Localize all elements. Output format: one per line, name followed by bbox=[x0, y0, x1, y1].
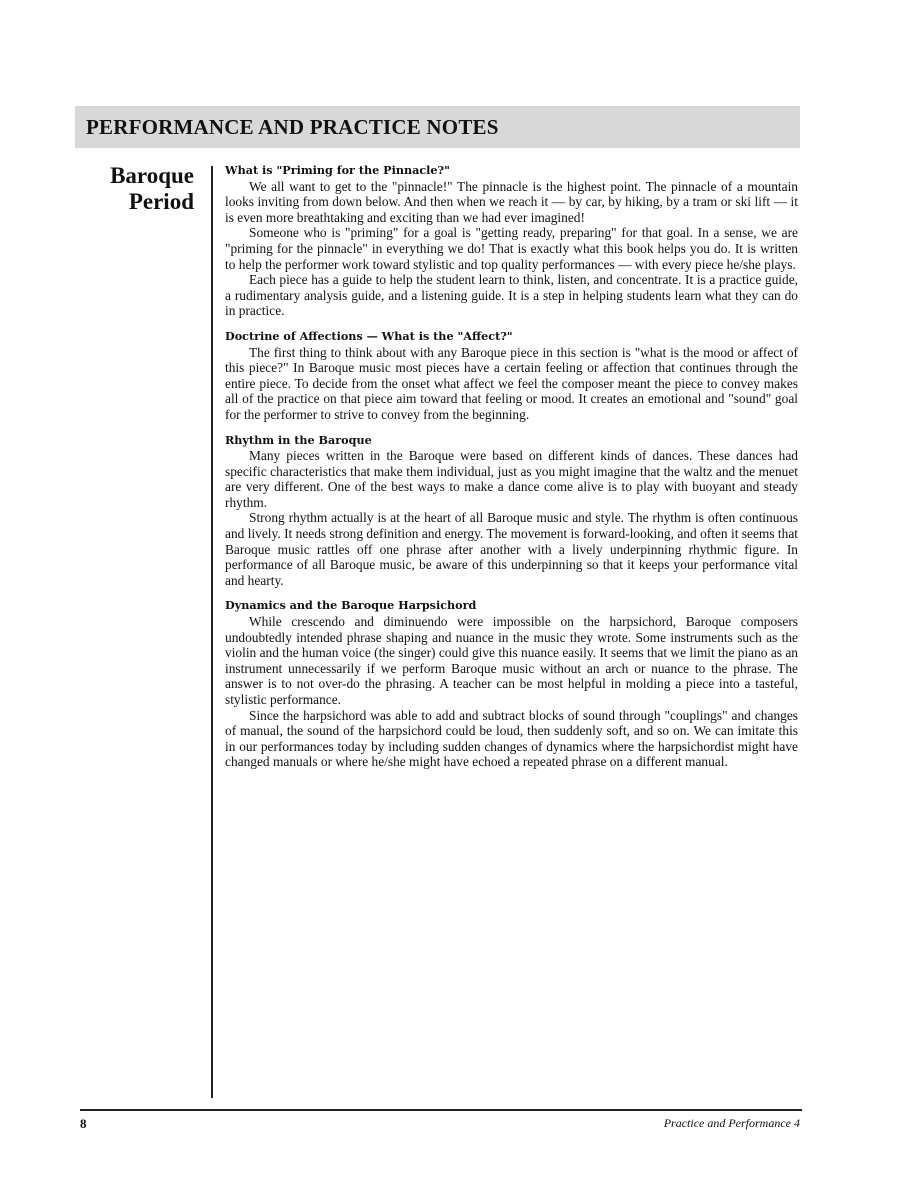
section-heading: Doctrine of Affections — What is the "Affect?" bbox=[225, 328, 513, 343]
section-heading: Rhythm in the Baroque bbox=[225, 432, 372, 447]
paragraph: Each piece has a guide to help the student learn to think, listen, and concentrate. It is a practice guide, a rudimentary analysis guide, and a listening guide. It is a step in helping students learn what they can do in practice. bbox=[225, 272, 798, 319]
section-banner bbox=[75, 106, 800, 148]
section-dynamics bbox=[225, 598, 798, 770]
section-affections bbox=[225, 329, 798, 423]
notes-body bbox=[225, 163, 798, 780]
paragraph: Someone who is "priming" for a goal is "getting ready, preparing" for that goal. In a sense, we are "priming for the pinnacle" in everything we do! That is exactly what this book helps you do. It is written to help the performer work toward stylistic and top quality performances — with every piece he/she plays. bbox=[225, 225, 798, 272]
period-label-line1: Baroque bbox=[110, 163, 194, 188]
page-number: 8 bbox=[80, 1116, 87, 1131]
paragraph: Strong rhythm actually is at the heart of all Baroque music and style. The rhythm is often continuous and lively. It needs strong definition and energy. The movement is forward-looking, and often it seems that Baroque music rattles off one phrase after another with a lively underpinning rhythmic figure. In performance of all Baroque music, be aware of this underpinning so that it keeps your performance vital and hearty. bbox=[225, 510, 798, 588]
section-heading: Dynamics and the Baroque Harpsichord bbox=[225, 598, 477, 613]
paragraph: We all want to get to the "pinnacle!" The pinnacle is the highest point. The pinnacle of a mountain looks inviting from down below. And then when we reach it — by car, by hiking, by a tram or ski lift — it is even more breathtaking and exciting than we had ever imagined! bbox=[225, 178, 798, 225]
vertical-divider bbox=[211, 166, 213, 1098]
period-label-line2: Period bbox=[128, 189, 194, 214]
section-priming bbox=[225, 163, 798, 319]
footer-divider bbox=[80, 1109, 802, 1111]
section-heading: What is "Priming for the Pinnacle?" bbox=[225, 163, 450, 177]
paragraph: The first thing to think about with any Baroque piece in this section is "what is the mood or affect of this piece?" In Baroque music most pieces have a certain feeling or affection that continues through the entire piece. To decide from the onset what affect we feel the composer meant the piece to convey makes all of the practice on that piece aim toward that feeling or mood. It creates an emotional and "sound" goal for the performer to strive to convey from the beginning. bbox=[225, 344, 798, 422]
period-label bbox=[80, 163, 194, 215]
page-title: PERFORMANCE AND PRACTICE NOTES bbox=[86, 115, 499, 139]
section-rhythm bbox=[225, 433, 798, 589]
paragraph: While crescendo and diminuendo were impossible on the harpsichord, Baroque composers undoubtedly intended phrase shaping and nuance in the music they wrote. Some instruments such as the violin and the human voice (the singer) could give this nuance easily. It seems that we limit the piano as an instrument unnecessarily if we perform Baroque music without an arch or nuance to the phrase. The answer is to not over-do the phrasing. A teacher can be most helpful in molding a piece into a tasteful, stylistic performance. bbox=[225, 614, 798, 707]
paragraph: Since the harpsichord was able to add and subtract blocks of sound through "couplings" and changes of manual, the sound of the harpsichord could be loud, then suddenly soft, and so on. We can imitate this in our performances today by including sudden changes of dynamics where the harpsichordist might have changed manuals or where he/she might have echoed a repeated phrase on a different manual. bbox=[225, 707, 798, 770]
paragraph: Many pieces written in the Baroque were based on different kinds of dances. These dances had specific characteristics that make them individual, just as you might imagine that the waltz and the menuet are very different. One of the best ways to make a dance come alive is to play with buoyant and steady rhythm. bbox=[225, 448, 798, 510]
book-title: Practice and Performance 4 bbox=[663, 1116, 800, 1130]
